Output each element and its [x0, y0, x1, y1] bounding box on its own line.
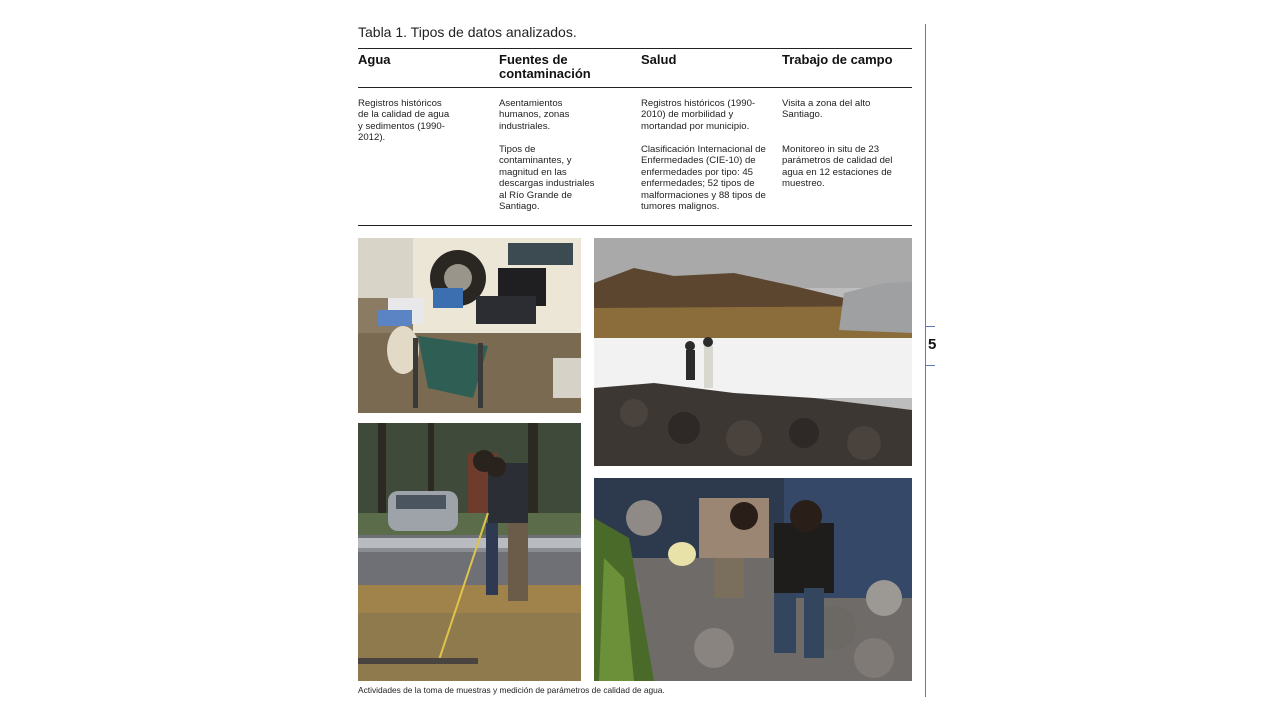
table-header-rule	[358, 87, 912, 88]
cell-agua-1: Registros históricos de la calidad de agua y sedimentos (1990-2012).	[358, 98, 450, 144]
page-number: 5	[928, 336, 936, 353]
column-header-salud: Salud	[641, 52, 677, 67]
column-header-agua: Agua	[358, 52, 391, 67]
cell-fuentes-2: Tipos de contaminantes, y magnitud en las descargas industriales al Río Grande de Santiago.	[499, 144, 595, 213]
table-top-rule	[358, 48, 912, 49]
table-title: Tabla 1. Tipos de datos analizados.	[358, 24, 577, 40]
equipment-on-truck-photo	[358, 238, 581, 413]
cell-salud-1: Registros históricos (1990-2010) de morbilidad y mortandad por municipio.	[641, 98, 756, 132]
riverbank-sampling-photo	[594, 478, 912, 681]
cell-trabajo-1: Visita a zona del alto Santiago.	[782, 98, 871, 121]
photo-caption: Actividades de la toma de muestras y medición de parámetros de calidad de agua.	[358, 685, 665, 695]
river-foam-photo	[594, 238, 912, 466]
cell-trabajo-2: Monitoreo in situ de 23 parámetros de calidad del agua en 12 estaciones de muestreo.	[782, 144, 893, 190]
column-header-trabajo: Trabajo de campo	[782, 52, 893, 67]
cell-salud-2: Clasificación Internacional de Enfermedades (CIE-10) de enfermedades por tipo: 45 enfermedades; 52 tipos de malformaciones y 88 tipos de tumores malignos.	[641, 144, 766, 213]
table-bottom-rule	[358, 225, 912, 226]
cell-fuentes-1: Asentamientos humanos, zonas industriales.	[499, 98, 570, 132]
roadside-sampling-photo	[358, 423, 581, 681]
column-header-fuentes: Fuentes de contaminación	[499, 52, 591, 81]
